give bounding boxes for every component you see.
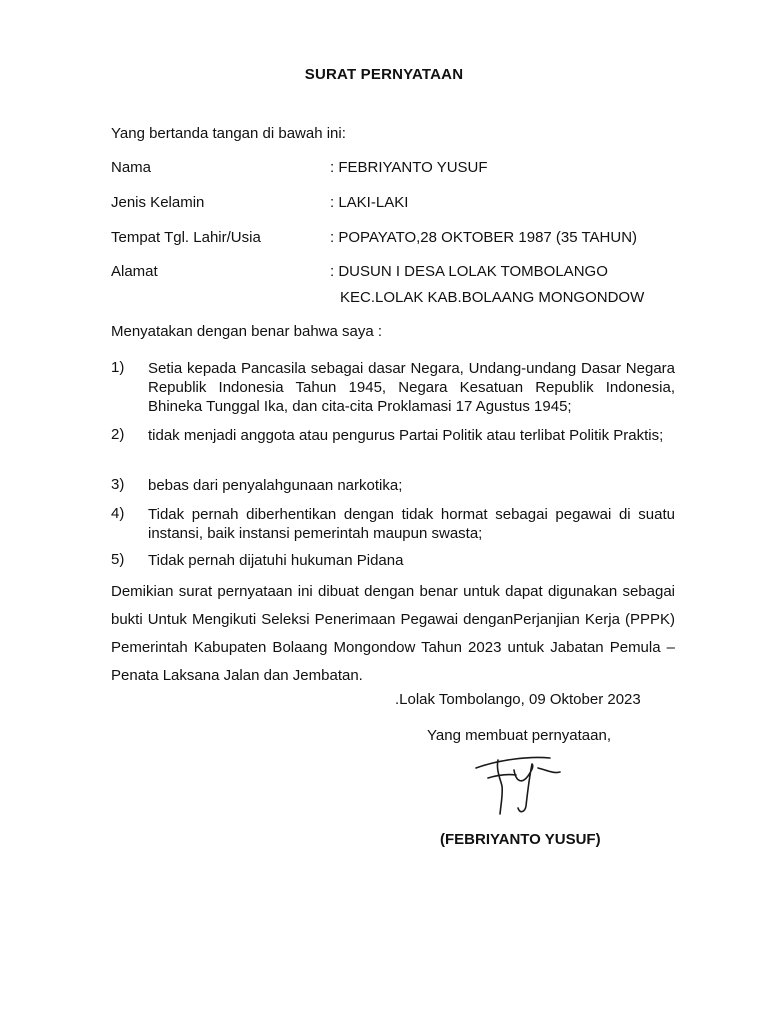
field-value-alamat-cont: KEC.LOLAK KAB.BOLAANG MONGONDOW <box>340 289 645 306</box>
field-label-jenis-kelamin: Jenis Kelamin <box>111 194 205 211</box>
list-number: 2) <box>111 426 125 443</box>
field-label-tempat-lahir: Tempat Tgl. Lahir/Usia <box>111 229 261 246</box>
list-text: Tidak pernah dijatuhi hukuman Pidana <box>148 552 404 569</box>
list-text: tidak menjadi anggota atau pengurus Partai Politik atau terlibat Politik Praktis; <box>148 427 664 444</box>
field-value-alamat: : DUSUN I DESA LOLAK TOMBOLANGO <box>330 263 608 280</box>
field-value-nama: : FEBRIYANTO YUSUF <box>330 159 488 176</box>
signer-name: (FEBRIYANTO YUSUF) <box>440 831 601 848</box>
intro-text: Yang bertanda tangan di bawah ini: <box>111 125 346 142</box>
list-text: Setia kepada Pancasila sebagai dasar Negara, Undang-undang Dasar Negara Republik Indonesia Tahun 1945, Negara Kesatuan Republik Indonesia, Bhineka Tunggal Ika, dan cita-cita Proklamasi 17 Agustus 1945; <box>148 360 675 415</box>
field-value-jenis-kelamin: : LAKI-LAKI <box>330 194 409 211</box>
closing-paragraph: Demikian surat pernyataan ini dibuat dengan benar untuk dapat digunakan sebagai bukti Untuk Mengikuti Seleksi Penerimaan Pegawai denganPerjanjian Kerja (PPPK) Pemerintah Kabupaten Bolaang Mongondow Tahun 2023 untuk Jabatan Pemula – Penata Laksana Jalan dan Jembatan. <box>111 583 675 684</box>
statement-lead: Menyatakan dengan benar bahwa saya : <box>111 323 383 340</box>
list-number: 1) <box>111 359 125 376</box>
list-number: 3) <box>111 476 125 493</box>
field-label-alamat: Alamat <box>111 263 158 280</box>
signature-image <box>468 748 588 820</box>
list-text: Tidak pernah diberhentikan dengan tidak hormat sebagai pegawai di suatu instansi, baik instansi pemerintah maupun swasta; <box>148 506 675 542</box>
list-text: bebas dari penyalahgunaan narkotika; <box>148 477 403 494</box>
list-number: 5) <box>111 551 125 568</box>
list-number: 4) <box>111 505 125 522</box>
place-date: .Lolak Tombolango, 09 Oktober 2023 <box>395 691 641 708</box>
field-label-nama: Nama <box>111 159 152 176</box>
field-value-tempat-lahir: : POPAYATO,28 OKTOBER 1987 (35 TAHUN) <box>330 229 638 246</box>
document-title: SURAT PERNYATAAN <box>304 66 464 83</box>
maker-label: Yang membuat pernyataan, <box>427 727 612 744</box>
